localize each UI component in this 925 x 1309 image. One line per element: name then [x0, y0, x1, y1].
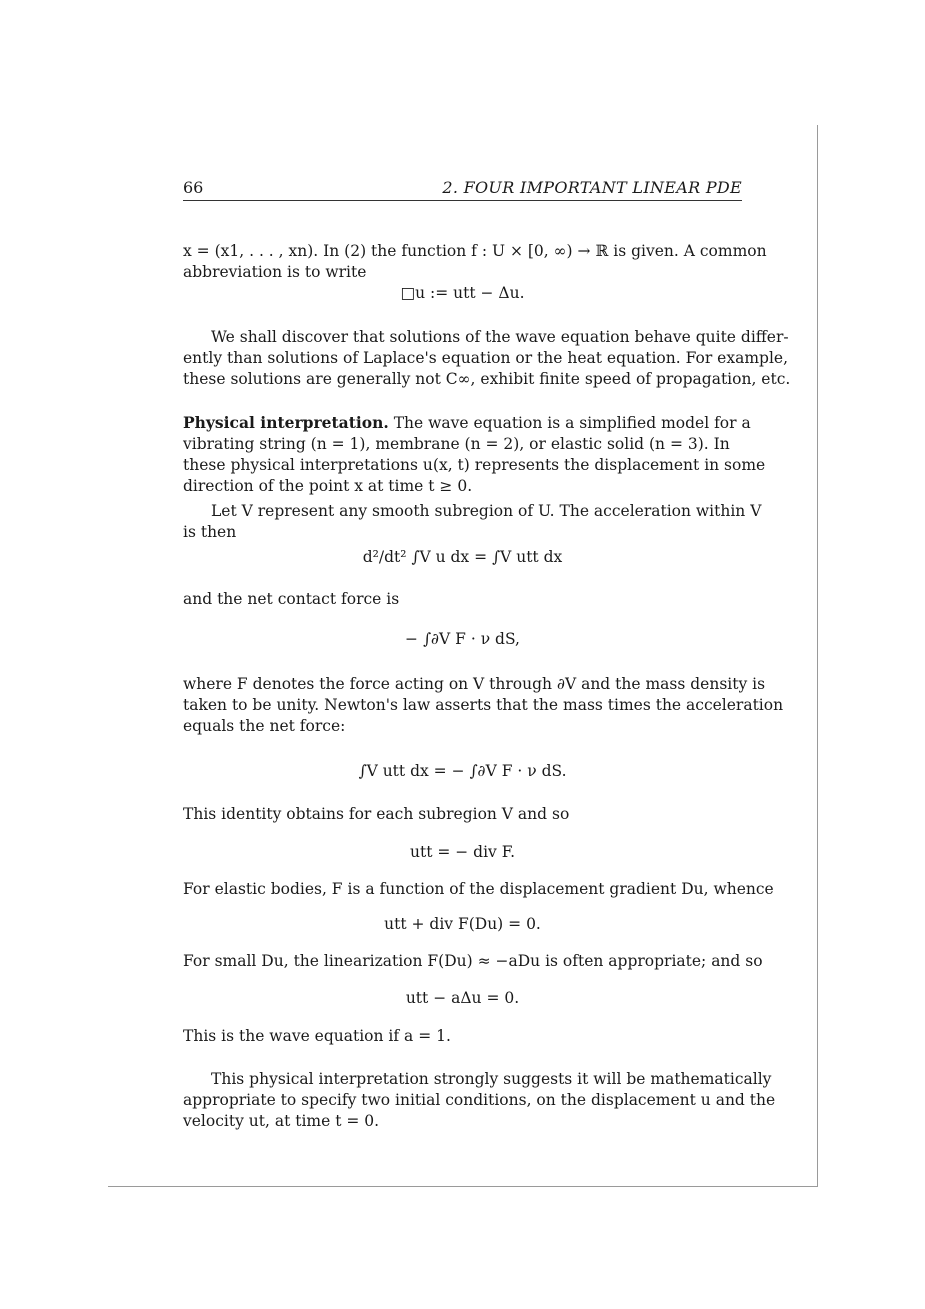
page-frame-bottom [108, 1186, 818, 1187]
elastic-equation: utt + div F(Du) = 0. [384, 915, 541, 933]
physical-line-1-rest: The wave equation is a simplified model for a [393, 414, 751, 432]
force-line-4: equals the net force: [183, 717, 346, 735]
final-line-3: velocity ut, at time t = 0. [183, 1112, 380, 1130]
final-line-1: This physical interpretation strongly suggests it will be mathematically [211, 1070, 772, 1088]
behave-line-2: ently than solutions of Laplace's equation or the heat equation. For example, [183, 349, 788, 367]
force-line-1: and the net contact force is [183, 590, 400, 608]
physical-line-4: direction of the point x at time t ≥ 0. [183, 477, 473, 495]
chapter-title: 2. FOUR IMPORTANT LINEAR PDE [442, 178, 742, 197]
contact-force-equation: − ∫∂V F · ν dS, [405, 630, 520, 648]
physical-heading: Physical interpretation. [183, 413, 389, 432]
linearized-wave-equation: utt − aΔu = 0. [405, 989, 520, 1007]
physical-line-3: these physical interpretations u(x, t) represents the displacement in some [183, 456, 766, 474]
behave-line-3: these solutions are generally not C∞, exhibit finite speed of propagation, etc. [183, 370, 791, 388]
intro-line-1: x = (x1, . . . , xn). In (2) the function f : U × [0, ∞) → ℝ is given. A common [183, 242, 767, 260]
box-operator-equation: □u := utt − Δu. [400, 284, 525, 302]
elastic-line-1: For elastic bodies, F is a function of the displacement gradient Du, whence [183, 880, 774, 898]
behave-line-1: We shall discover that solutions of the wave equation behave quite differ- [211, 328, 789, 346]
running-header [183, 178, 742, 200]
accel-line-1: Let V represent any smooth subregion of U. The acceleration within V [211, 502, 762, 520]
accel-line-2: is then [183, 523, 237, 541]
physical-line-2: vibrating string (n = 1), membrane (n = 2), or elastic solid (n = 3). In [183, 435, 730, 453]
force-line-2: where F denotes the force acting on V through ∂V and the mass density is [183, 675, 766, 693]
final-line-2: appropriate to specify two initial conditions, on the displacement u and the [183, 1091, 776, 1109]
intro-line-2: abbreviation is to write [183, 263, 367, 281]
force-line-3: taken to be unity. Newton's law asserts that the mass times the acceleration [183, 696, 784, 714]
small-line-1: For small Du, the linearization F(Du) ≈ −aDu is often appropriate; and so [183, 952, 763, 970]
page-frame-right [817, 125, 818, 1187]
wave-if-line: This is the wave equation if a = 1. [183, 1027, 451, 1045]
identity-line-1: This identity obtains for each subregion V and so [183, 805, 570, 823]
divergence-equation: utt = − div F. [409, 843, 516, 861]
acceleration-equation: d²/dt² ∫V u dx = ∫V utt dx [362, 548, 563, 566]
page-number: 66 [183, 178, 204, 197]
physical-line-1 [183, 413, 751, 433]
newton-equation: ∫V utt dx = − ∫∂V F · ν dS. [358, 762, 567, 780]
header-rule [183, 200, 742, 201]
